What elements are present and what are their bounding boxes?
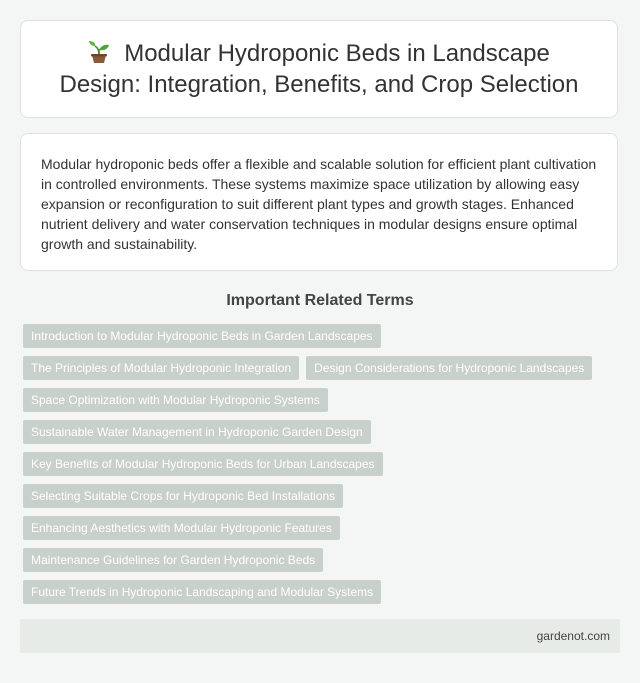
related-term-tag[interactable]: Key Benefits of Modular Hydroponic Beds for Urban Landscapes (23, 452, 383, 476)
seedling-icon (88, 40, 110, 64)
footer (20, 619, 620, 653)
page-title-text: Modular Hydroponic Beds in Landscape Design: Integration, Benefits, and Crop Selection (59, 40, 579, 98)
page-title (21, 38, 617, 100)
related-term-tag[interactable]: Design Considerations for Hydroponic Landscapes (306, 356, 592, 380)
intro-text: Modular hydroponic beds offer a flexible and scalable solution for efficient plant cultivation in controlled environments. These systems maximize space utilization by allowing easy expansion or reconfiguration to suit different plant types and growth stages. Enhanced nutrient delivery and water conservation techniques in modular designs ensure optimal growth and sustainability. (41, 156, 597, 252)
related-term-tag[interactable]: Selecting Suitable Crops for Hydroponic Bed Installations (23, 484, 343, 508)
related-term-tag[interactable]: Maintenance Guidelines for Garden Hydroponic Beds (23, 548, 323, 572)
intro-card (20, 133, 618, 271)
title-card (20, 20, 618, 118)
related-terms-heading: Important Related Terms (226, 292, 414, 309)
footer-site-link[interactable]: gardenot.com (536, 629, 610, 643)
related-terms-list (23, 324, 623, 604)
related-term-tag[interactable]: Introduction to Modular Hydroponic Beds in Garden Landscapes (23, 324, 381, 348)
related-term-tag[interactable]: The Principles of Modular Hydroponic Integration (23, 356, 299, 380)
related-term-tag[interactable]: Future Trends in Hydroponic Landscaping and Modular Systems (23, 580, 381, 604)
related-term-tag[interactable]: Sustainable Water Management in Hydroponic Garden Design (23, 420, 371, 444)
related-term-tag[interactable]: Space Optimization with Modular Hydroponic Systems (23, 388, 328, 412)
related-term-tag[interactable]: Enhancing Aesthetics with Modular Hydroponic Features (23, 516, 340, 540)
